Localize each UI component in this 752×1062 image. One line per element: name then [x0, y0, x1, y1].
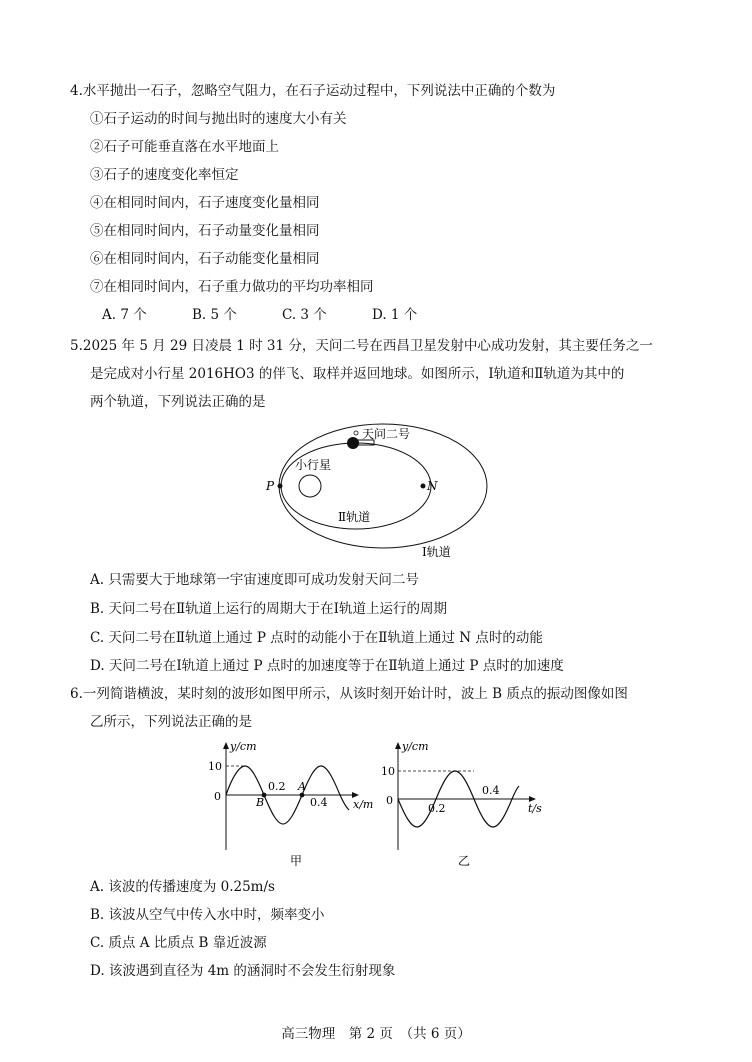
jia-xlabel: x/m: [353, 798, 374, 811]
q6-option-c: C. 质点 A 比质点 B 靠近波源: [90, 935, 267, 951]
q4-item-4: ④在相同时间内，石子速度变化量相同: [90, 195, 320, 211]
jia-point-a-label: A: [298, 780, 306, 793]
jia-point-a-dot: [300, 793, 305, 798]
jia-origin: 0: [214, 790, 221, 803]
wave-figure-jia: [205, 738, 375, 870]
jia-x-tick-1: 0.2: [268, 780, 286, 793]
jia-y-arrow: [223, 742, 229, 749]
jia-ylabel: y/cm: [230, 740, 257, 753]
jia-point-b-label: B: [256, 796, 265, 809]
q6-option-b: B. 该波从空气中传入水中时，频率变小: [90, 907, 325, 923]
orbit-figure: [255, 418, 505, 568]
q4-item-7: ⑦在相同时间内，石子重力做功的平均功率相同: [90, 279, 374, 295]
q5-stem-line1: 5.2025 年 5 月 29 日凌晨 1 时 31 分，天问二号在西昌卫星发射中心成功发射，其主要任务之一: [70, 338, 653, 354]
yi-origin: 0: [386, 794, 393, 807]
q6-stem-line1: 6.一列简谐横波，某时刻的波形如图甲所示，从该时刻开始计时，波上 B 质点的振动图像如图: [70, 686, 628, 702]
q6-stem-line2: 乙所示，下列说法正确的是: [90, 714, 252, 730]
q4-item-3: ③石子的速度变化率恒定: [90, 167, 239, 183]
q4-item-1: ①石子运动的时间与抛出时的速度大小有关: [90, 111, 347, 127]
asteroid-label: 小行星: [295, 458, 332, 472]
q5-option-c: C. 天问二号在Ⅱ轨道上通过 P 点时的动能小于在Ⅱ轨道上通过 N 点时的动能: [90, 630, 543, 646]
q4-option-c: C. 3 个: [282, 307, 327, 323]
point-p-label: P: [266, 479, 275, 493]
page-footer: 高三物理 第 2 页 （共 6 页）: [281, 1026, 471, 1042]
probe-antenna: [354, 431, 358, 435]
orbit-2-label: Ⅱ轨道: [338, 510, 371, 524]
yi-x-tick-2: 0.4: [482, 784, 500, 797]
vibration-figure-yi: [380, 738, 550, 870]
point-n-label: N: [427, 479, 438, 493]
yi-y-arrow: [395, 742, 401, 749]
orbit-1-label: Ⅰ轨道: [422, 545, 451, 559]
point-n-dot: [421, 484, 426, 489]
q4-option-a: A. 7 个: [102, 307, 147, 323]
q5-stem-line2: 是完成对小行星 2016HO3 的伴飞、取样并返回地球。如图所示，Ⅰ轨道和Ⅱ轨道为其中的: [90, 366, 625, 382]
probe-label: 天问二号: [362, 427, 411, 441]
yi-caption: 乙: [458, 854, 471, 868]
q6-option-d: D. 该波遇到直径为 4m 的涵洞时不会发生衍射现象: [90, 963, 396, 979]
q5-stem-line3: 两个轨道，下列说法正确的是: [90, 394, 266, 410]
q5-option-a: A. 只需要大于地球第一宇宙速度即可成功发射天问二号: [90, 572, 419, 588]
q4-option-b: B. 5 个: [192, 307, 237, 323]
q5-option-d: D. 天问二号在Ⅰ轨道上通过 P 点时的加速度等于在Ⅱ轨道上通过 P 点时的加速度: [90, 658, 564, 674]
q4-item-6: ⑥在相同时间内，石子动能变化量相同: [90, 251, 320, 267]
q4-item-2: ②石子可能垂直落在水平地面上: [90, 139, 279, 155]
orbit-1: [279, 424, 487, 548]
yi-xlabel: t/s: [528, 802, 542, 815]
asteroid: [299, 475, 321, 497]
q6-option-a: A. 该波的传播速度为 0.25m/s: [90, 879, 275, 895]
jia-x-tick-2: 0.4: [310, 796, 328, 809]
point-p-dot: [278, 484, 283, 489]
jia-caption: 甲: [290, 854, 303, 868]
q4-option-d: D. 1 个: [372, 307, 418, 323]
q4-item-5: ⑤在相同时间内，石子动量变化量相同: [90, 223, 320, 239]
q4-stem: 4.水平抛出一石子，忽略空气阻力，在石子运动过程中，下列说法中正确的个数为: [70, 83, 556, 99]
yi-y-tick: 10: [381, 765, 395, 778]
probe-icon: [347, 437, 359, 449]
yi-ylabel: y/cm: [402, 740, 429, 753]
q5-option-b: B. 天问二号在Ⅱ轨道上运行的周期大于在Ⅰ轨道上运行的周期: [90, 601, 448, 617]
yi-x-tick-1: 0.2: [428, 802, 446, 815]
jia-y-tick: 10: [208, 760, 222, 773]
